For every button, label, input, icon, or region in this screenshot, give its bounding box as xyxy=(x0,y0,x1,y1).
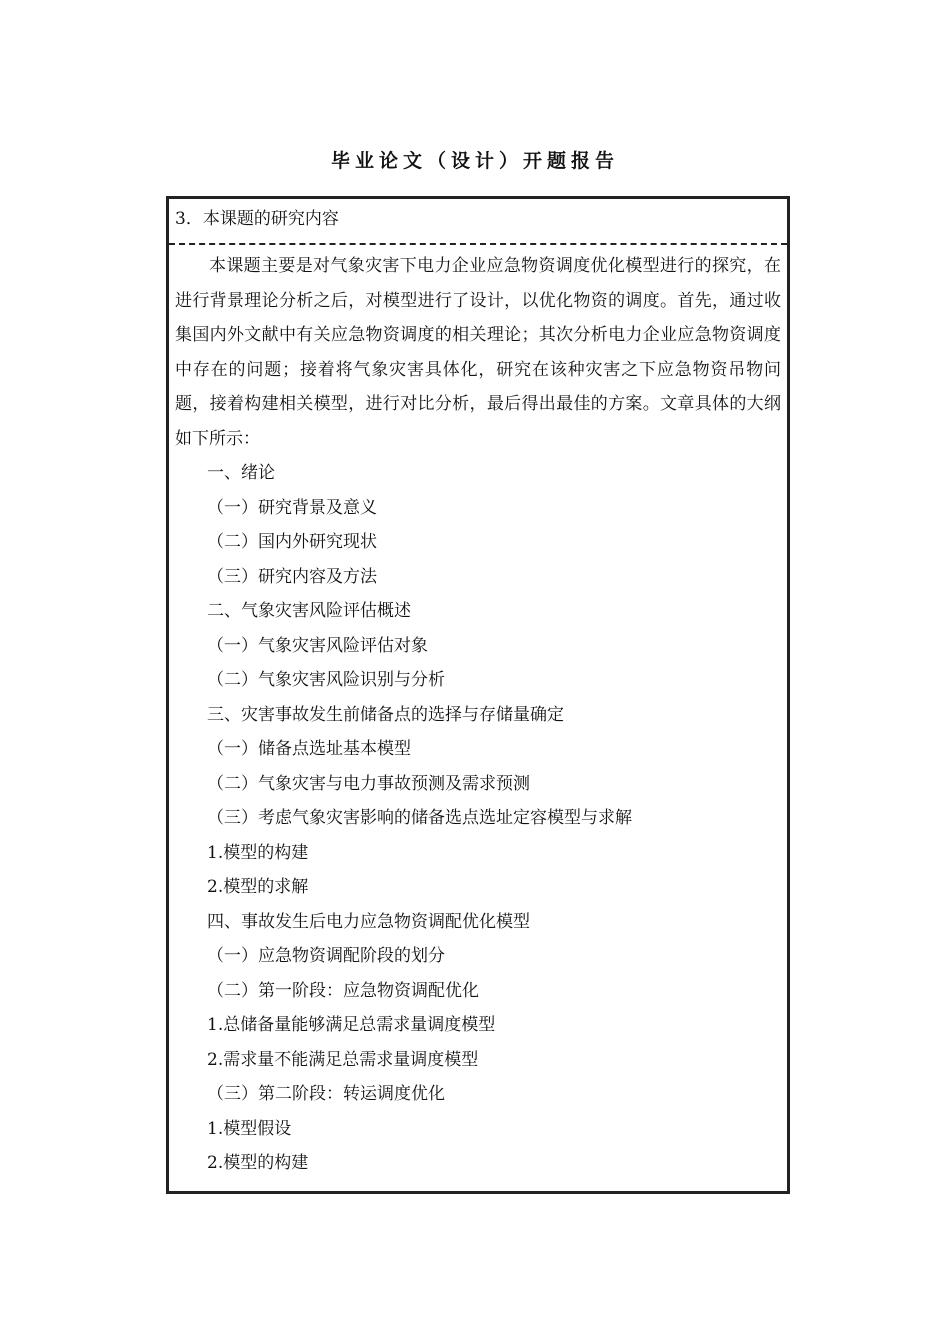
intro-paragraph: 本课题主要是对气象灾害下电力企业应急物资调度优化模型进行的探究，在进行背景理论分析之后，对模型进行了设计，以优化物资的调度。首先，通过收集国内外文献中有关应急物资调度的相关理论；其次分析电力企业应急物资调度中存在的问题；接着将气象灾害具体化，研究在该种灾害之下应急物资吊物问题，接着构建相关模型，进行对比分析，最后得出最佳的方案。文章具体的大纲如下所示： xyxy=(175,256,781,449)
page-title: 毕业论文（设计）开题报告 xyxy=(330,150,619,172)
outline-item: 三、灾害事故发生前储备点的选择与存储量确定 xyxy=(207,704,564,725)
report-table-cell xyxy=(166,196,790,1194)
outline-item: （二）国内外研究现状 xyxy=(207,532,377,552)
dashed-divider xyxy=(169,243,787,245)
outline-item: （二）气象灾害风险识别与分析 xyxy=(207,670,445,690)
outline-item: 四、事故发生后电力应急物资调配优化模型 xyxy=(207,911,530,932)
outline-item: （三）考虑气象灾害影响的储备选点选址定容模型与求解 xyxy=(207,808,632,828)
outline-item: （一）气象灾害风险评估对象 xyxy=(207,635,428,656)
outline-item: 1.模型假设 xyxy=(207,1118,292,1139)
outline-list xyxy=(175,456,781,1181)
outline-item: 1.模型的构建 xyxy=(207,842,309,863)
outline-item: （三）研究内容及方法 xyxy=(207,566,377,587)
outline-item: 1.总储备量能够满足总需求量调度模型 xyxy=(207,1015,496,1035)
outline-item: 一、绪论 xyxy=(207,463,275,483)
section-content xyxy=(175,249,781,1181)
outline-item: （二）第一阶段：应急物资调配优化 xyxy=(207,980,479,1001)
section-header: 3．本课题的研究内容 xyxy=(175,209,339,229)
outline-item: 2.模型的求解 xyxy=(207,877,309,897)
outline-item: （二）气象灾害与电力事故预测及需求预测 xyxy=(207,773,530,794)
outline-item: 2.需求量不能满足总需求量调度模型 xyxy=(207,1049,479,1070)
outline-item: 2.模型的构建 xyxy=(207,1153,309,1173)
outline-item: （一）研究背景及意义 xyxy=(207,497,377,518)
outline-item: 二、气象灾害风险评估概述 xyxy=(207,601,411,621)
outline-item: （一）应急物资调配阶段的划分 xyxy=(207,946,445,966)
outline-item: （三）第二阶段：转运调度优化 xyxy=(207,1084,445,1104)
outline-item: （一）储备点选址基本模型 xyxy=(207,739,411,759)
